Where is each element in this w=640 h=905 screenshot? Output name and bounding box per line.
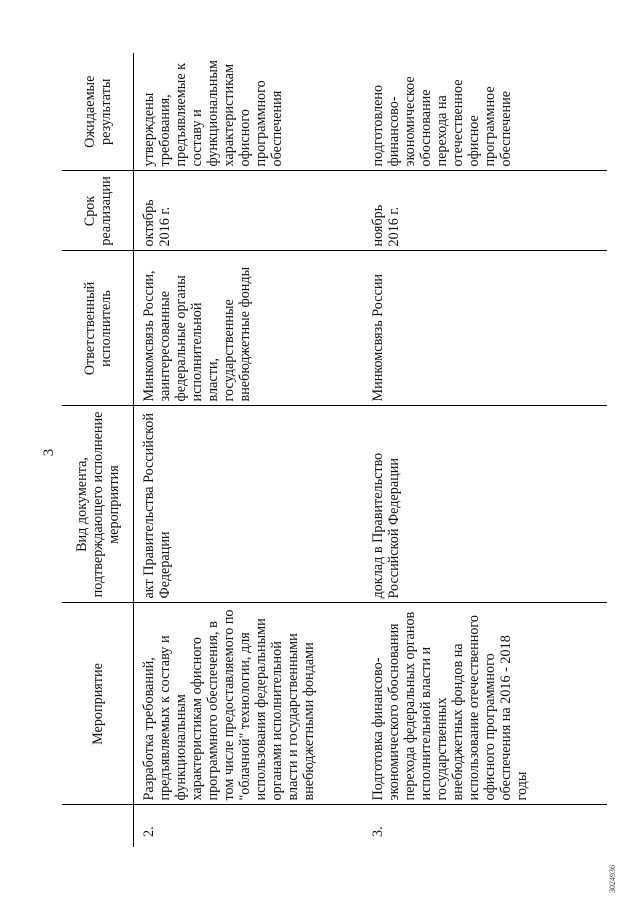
cell-doc-type: акт Правительства Российской Федерации bbox=[134, 406, 364, 603]
cell-measure: Разработка требований, предъявляемых к составу и функциональным характеристикам офисного программного обеспечения, в том числе предоставляемого по "облачной" технологии, для использования федеральными органами исполнительной власти и государственными внебюджетными фондами bbox=[134, 603, 364, 805]
table-row bbox=[363, 53, 607, 847]
header-doc-type: Вид документа, подтверждающего исполнение мероприятия bbox=[62, 406, 134, 603]
cell-deadline: ноябрь 2016 г. bbox=[363, 171, 607, 251]
cell-measure: Подготовка финансово-экономического обоснования перехода федеральных органов исполнительной власти и государственных внебюджетных фондов на использование отечественного офисного программного обеспечения на 2016 - 2018 годы bbox=[363, 603, 607, 805]
page-number: 3 bbox=[41, 448, 57, 457]
header-deadline: Срок реализации bbox=[62, 171, 134, 251]
row-number: 3. bbox=[370, 826, 386, 837]
table-row bbox=[134, 53, 364, 847]
document-id: 3024936 bbox=[608, 865, 617, 893]
row-number: 2. bbox=[141, 826, 157, 837]
table-header-row bbox=[62, 53, 134, 847]
cell-results: подготовлено финансово-экономическое обоснование перехода на отечественное офисное программное обеспечение bbox=[363, 53, 607, 171]
measures-table bbox=[62, 53, 607, 847]
cell-deadline: октябрь 2016 г. bbox=[134, 171, 364, 251]
cell-executor: Минкомсвязь России, заинтересованные федеральные органы исполнительной власти, государственные внебюджетные фонды bbox=[134, 251, 364, 406]
header-num bbox=[62, 805, 134, 847]
cell-results: утверждены требования, предъявляемые к составу и функциональным характеристикам офисного программного обеспечения bbox=[134, 53, 364, 171]
cell-executor: Минкомсвязь России bbox=[363, 251, 607, 406]
header-executor: Ответственный исполнитель bbox=[62, 251, 134, 406]
header-results: Ожидаемые результаты bbox=[62, 53, 134, 171]
header-measure: Мероприятие bbox=[62, 603, 134, 805]
cell-doc-type: доклад в Правительство Российской Федерации bbox=[363, 406, 607, 603]
